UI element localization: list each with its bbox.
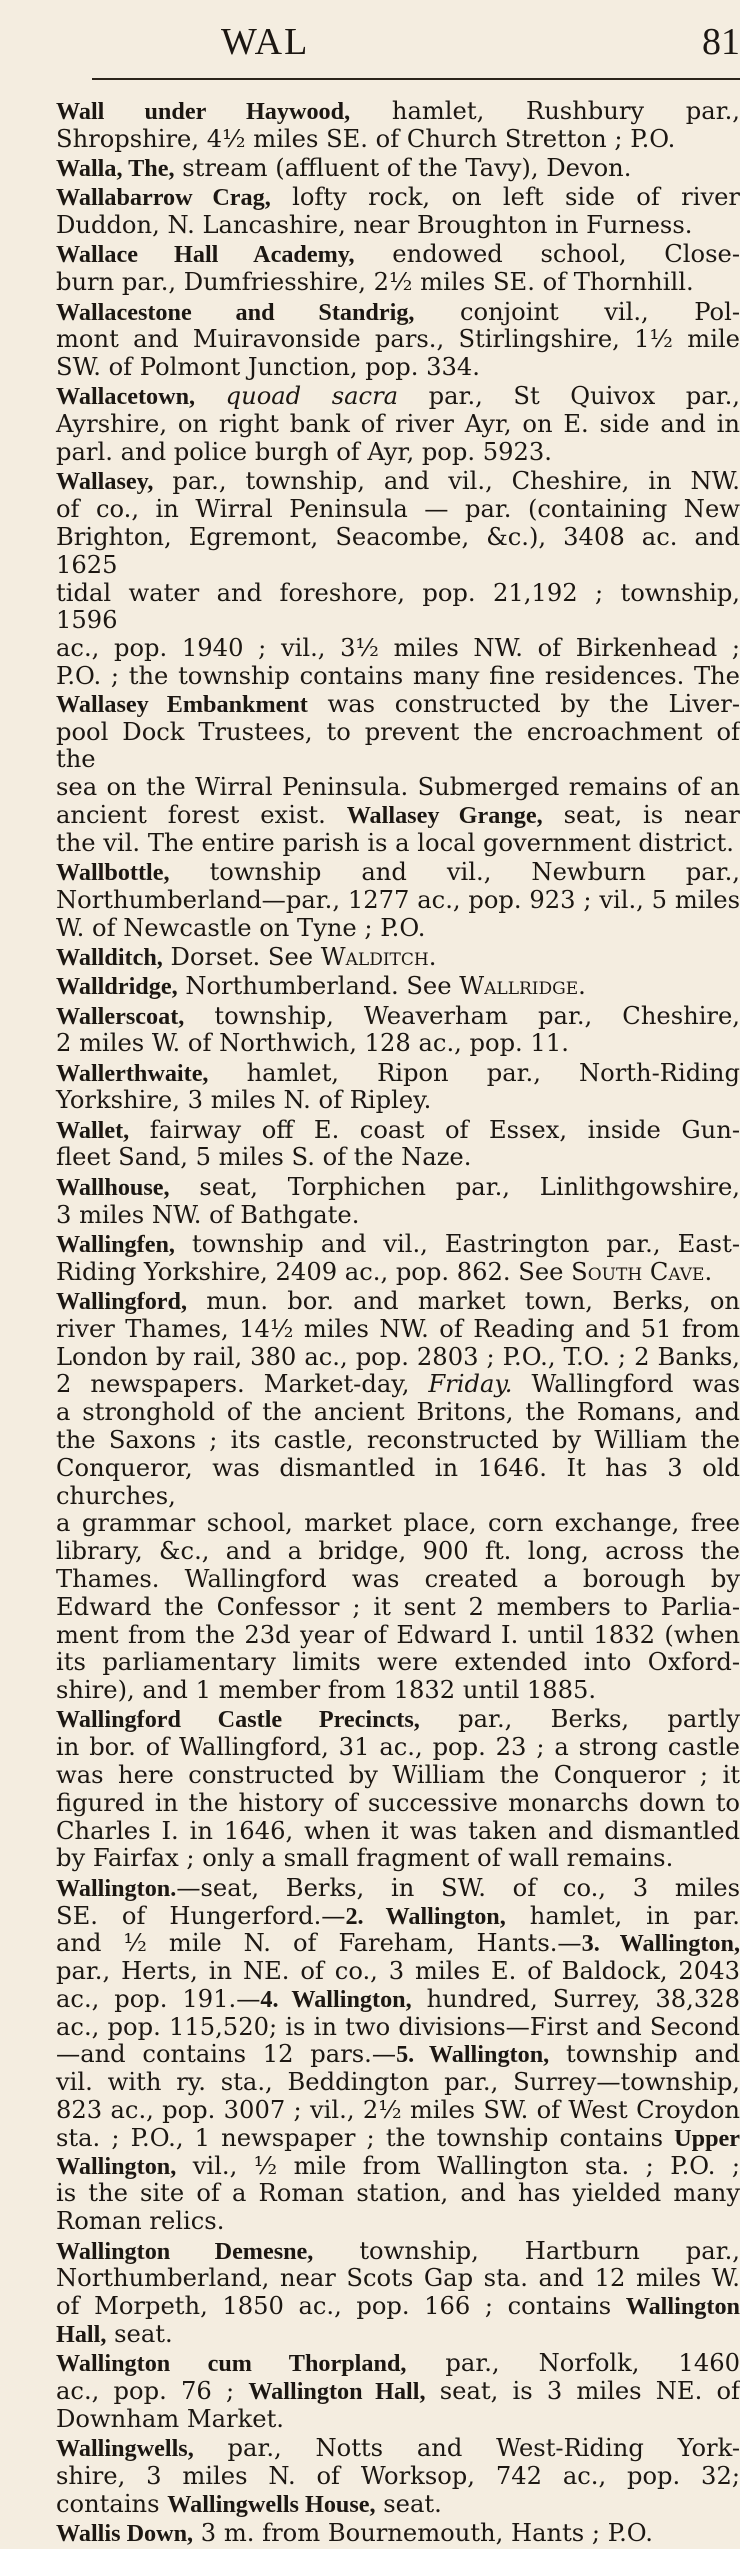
headword: Wallis Down, bbox=[56, 2520, 193, 2547]
entry-text: hamlet, Ripon par., North-Riding bbox=[208, 1059, 740, 1087]
entry-line bbox=[56, 2208, 740, 2236]
entry-line bbox=[56, 1958, 740, 1986]
entry-text: township, Weaverham par., Cheshire, bbox=[184, 1002, 740, 1030]
entry-wallington bbox=[56, 1875, 740, 2236]
entry-line bbox=[56, 580, 740, 636]
entry-line bbox=[56, 1202, 740, 1230]
entry-text: SE. of Hungerford.— bbox=[56, 1902, 345, 1930]
headword: Wallasey Grange, bbox=[347, 802, 543, 829]
entry-text: township and vil., Newburn par., bbox=[170, 858, 740, 886]
headword: Wall under Haywood, bbox=[56, 98, 350, 125]
entry-text: P.O. bbox=[608, 2519, 653, 2547]
headword: Wallington cum Thorpland, bbox=[56, 2350, 406, 2377]
entry-line bbox=[56, 635, 740, 663]
entry-text: conjoint vil., Pol- bbox=[414, 298, 740, 326]
entry-text: lofty rock, on left side of river bbox=[271, 183, 740, 211]
entry-wallabarrow bbox=[56, 184, 740, 240]
entry-line bbox=[56, 2378, 740, 2406]
entry-text: —seat, Berks, in SW. of co., 3 miles bbox=[176, 1874, 740, 1902]
entry-line bbox=[56, 1903, 740, 1931]
entry-line bbox=[56, 1344, 740, 1372]
entry-text: Walditch. bbox=[321, 943, 437, 971]
entry-text: parl. and police burgh of Ayr, pop. 5923. bbox=[56, 438, 552, 466]
entry-text: Duddon, N. Lancashire, near Broughton in Furness. bbox=[56, 211, 692, 239]
headword: Wallabarrow Crag, bbox=[56, 184, 271, 211]
entry-text: ancient forest exist. bbox=[56, 801, 347, 829]
entry-line bbox=[56, 2293, 740, 2321]
headword: 5. Wallington, bbox=[396, 2041, 549, 2068]
headword: Wallingfen, bbox=[56, 1231, 175, 1258]
headword: 4. Wallington, bbox=[260, 1986, 411, 2013]
entry-line bbox=[56, 2463, 740, 2491]
entry-line bbox=[56, 1510, 740, 1538]
entry-text: Conqueror, was dismantled in 1646. It has 3 old churches, bbox=[56, 1454, 740, 1510]
entry-wallasey bbox=[56, 468, 740, 857]
entry-text: South Cave. bbox=[571, 1258, 712, 1286]
entry-text: Charles I. in 1646, when it was taken and dismantled bbox=[56, 1817, 740, 1845]
entry-text: Riding Yorkshire, 2409 ac., pop. 862. See bbox=[56, 1258, 571, 1286]
entry-line bbox=[56, 2014, 740, 2042]
entry-line bbox=[56, 1259, 740, 1287]
headword: Upper bbox=[674, 2125, 740, 2152]
entry-line bbox=[56, 2069, 740, 2097]
entry-text: Thames. Wallingford was created a borough by bbox=[56, 1565, 740, 1593]
entry-line bbox=[56, 1930, 740, 1958]
entry-text: a stronghold of the ancient Britons, the Romans, and bbox=[56, 1398, 740, 1426]
entry-text: Dorset. See bbox=[163, 943, 321, 971]
entry-text: and ½ mile N. of Fareham, Hants.— bbox=[56, 1929, 582, 1957]
entry-line bbox=[56, 354, 740, 382]
entry-text: township and vil., Eastrington par., East- bbox=[175, 1230, 740, 1258]
entry-text: 3 m. from Bournemouth, Hants ; bbox=[193, 2519, 608, 2547]
headword: Wallbottle, bbox=[56, 859, 170, 886]
entry-text: its parliamentary limits were extended into Oxford- bbox=[56, 1648, 740, 1676]
entry-line bbox=[56, 1371, 740, 1399]
entry-line bbox=[56, 915, 740, 943]
entry-text: seat. bbox=[376, 2490, 442, 2518]
entry-line bbox=[56, 411, 740, 439]
entry-line bbox=[56, 1144, 740, 1172]
headword: Wallington bbox=[626, 2293, 740, 2320]
entry-wallerthwaite bbox=[56, 1060, 740, 1116]
entry-line bbox=[56, 2321, 740, 2349]
entry-wallet bbox=[56, 1117, 740, 1173]
entry-line bbox=[56, 1734, 740, 1762]
entry-text: hamlet, in par. bbox=[506, 1902, 740, 1930]
entry-text: Brighton, Egremont, Seacombe, &c.), 3408 ac. and 1625 bbox=[56, 523, 740, 579]
entry-line bbox=[56, 1117, 740, 1145]
entry-text: quoad sacra bbox=[226, 382, 398, 410]
entry-text: sta. ; bbox=[56, 2124, 131, 2152]
entry-text: ac., pop. 115,520; is in two divisions—First and Second bbox=[56, 2013, 740, 2041]
headword: Wallacestone and Standrig, bbox=[56, 299, 414, 326]
entry-line bbox=[56, 1427, 740, 1455]
entry-text: was constructed by the Liver- bbox=[308, 690, 740, 718]
entry-text: Northumberland, near Scots Gap sta. and 12 miles W. bbox=[56, 2264, 740, 2292]
entry-text: the Saxons ; its castle, reconstructed by William the bbox=[56, 1426, 740, 1454]
entry-line bbox=[56, 944, 740, 972]
entry-text: a grammar school, market place, corn exchange, free bbox=[56, 1509, 740, 1537]
entry-text: Friday. bbox=[428, 1370, 512, 1398]
headword: Wallington. bbox=[56, 1875, 176, 1902]
entry-line bbox=[56, 496, 740, 524]
entry-text: par., Berks, partly bbox=[420, 1705, 740, 1733]
entry-text: ac., pop. 1940 ; vil., 3½ miles NW. of Birkenhead ; bbox=[56, 634, 740, 662]
entry-line bbox=[56, 1399, 740, 1427]
entry-line bbox=[56, 524, 740, 580]
entry-text: ac., pop. 191.— bbox=[56, 1985, 260, 2013]
page-header bbox=[56, 0, 740, 80]
entry-text: Wallingford was bbox=[513, 1370, 740, 1398]
entry-line bbox=[56, 2406, 740, 2434]
headword: Walla, The, bbox=[56, 155, 175, 182]
entry-line bbox=[56, 1986, 740, 2014]
entry-text: stream (affluent of the Tavy), Devon. bbox=[175, 154, 632, 182]
entry-line bbox=[56, 1566, 740, 1594]
entry-text: Northumberland. See bbox=[178, 972, 460, 1000]
headword: Hall, bbox=[56, 2321, 106, 2348]
entry-line bbox=[56, 241, 740, 269]
headword: Wallacetown, bbox=[56, 383, 195, 410]
entry-text: fleet Sand, 5 miles S. of the Naze. bbox=[56, 1143, 471, 1171]
entry-text: seat, is near bbox=[543, 801, 740, 829]
entry-line bbox=[56, 2435, 740, 2463]
entry-line bbox=[56, 774, 740, 802]
headword: Wallingwells House, bbox=[167, 2491, 375, 2518]
entry-text: SW. of Polmont Junction, pop. 334. bbox=[56, 353, 480, 381]
entry-line bbox=[56, 887, 740, 915]
entry-text: Shropshire, 4½ miles SE. of Church Stretton ; bbox=[56, 125, 630, 153]
entry-line bbox=[56, 1060, 740, 1088]
entry-line bbox=[56, 468, 740, 496]
entry-text: library, &c., and a bridge, 900 ft. long, across the bbox=[56, 1537, 740, 1565]
entry-text bbox=[195, 382, 226, 410]
entry-text: 2 miles W. of Northwich, 128 ac., pop. 11. bbox=[56, 1029, 569, 1057]
entry-text: is the site of a Roman station, and has yielded many bbox=[56, 2179, 740, 2207]
entry-text: Ayrshire, on right bank of river Ayr, on E. side and in bbox=[56, 410, 740, 438]
entry-text: P.O. bbox=[630, 125, 675, 153]
entry-line bbox=[56, 1538, 740, 1566]
entry-wallhouse bbox=[56, 1174, 740, 1230]
entry-text: —and contains 12 pars.— bbox=[56, 2040, 396, 2068]
headword: Walldridge, bbox=[56, 973, 178, 1000]
entry-text: mont and Muiravonside pars., Stirlingshire, 1½ mile bbox=[56, 325, 740, 353]
entry-wallingfen bbox=[56, 1231, 740, 1287]
entry-text: par., township, and vil., Cheshire, in NW. bbox=[153, 467, 740, 495]
entry-line bbox=[56, 2041, 740, 2069]
entry-line bbox=[56, 1845, 740, 1873]
headword: Wallingford, bbox=[56, 1288, 187, 1315]
entry-line bbox=[56, 1875, 740, 1903]
entry-line bbox=[56, 98, 740, 126]
entry-text: figured in the history of successive monarchs down to bbox=[56, 1789, 740, 1817]
entry-text: Edward the Confessor ; it sent 2 members to Parlia- bbox=[56, 1593, 740, 1621]
entry-line bbox=[56, 2097, 740, 2125]
entry-text: ; bbox=[715, 2152, 740, 2180]
entry-text: ac., pop. 76 ; bbox=[56, 2377, 248, 2405]
headword: Wallasey, bbox=[56, 468, 153, 495]
entry-line bbox=[56, 2350, 740, 2378]
entry-line bbox=[56, 691, 740, 719]
headword: Wallerthwaite, bbox=[56, 1060, 208, 1087]
entry-line bbox=[56, 299, 740, 327]
headword: Wallhouse, bbox=[56, 1174, 170, 1201]
entry-wallditch bbox=[56, 944, 740, 972]
entry-text: in bor. of Wallingford, 31 ac., pop. 23 ; a strong castle bbox=[56, 1733, 740, 1761]
entry-text: London by rail, 380 ac., pop. 2803 ; bbox=[56, 1343, 503, 1371]
entry-text: fairway off E. coast of Essex, inside Gun- bbox=[129, 1116, 740, 1144]
entry-line bbox=[56, 1288, 740, 1316]
entry-text: par., St Quivox par., bbox=[398, 382, 740, 410]
entry-text: 2 newspapers. Market-day, bbox=[56, 1370, 428, 1398]
entry-line bbox=[56, 126, 740, 154]
entry-text: Northumberland—par., 1277 ac., pop. 923 ; vil., 5 miles bbox=[56, 886, 740, 914]
entry-text: pool Dock Trustees, to prevent the encroachment of the bbox=[56, 718, 740, 774]
headword: Wallasey Embankment bbox=[56, 691, 308, 718]
entry-text: W. of Newcastle on Tyne ; bbox=[56, 914, 380, 942]
entry-text: ment from the 23d year of Edward I. until 1832 (when bbox=[56, 1621, 740, 1649]
entry-line bbox=[56, 973, 740, 1001]
entry-line bbox=[56, 1174, 740, 1202]
entry-line bbox=[56, 2491, 740, 2519]
entry-text: par., Notts and West-Riding York- bbox=[194, 2434, 740, 2462]
entry-line bbox=[56, 383, 740, 411]
entry-text: was here constructed by William the Conqueror ; it bbox=[56, 1761, 740, 1789]
entry-line bbox=[56, 155, 740, 183]
entry-wallis-down bbox=[56, 2520, 740, 2548]
header-rule bbox=[92, 78, 740, 80]
entry-wall-under-haywood bbox=[56, 98, 740, 154]
headword: Wallerscoat, bbox=[56, 1003, 184, 1030]
entry-text: P.O. bbox=[380, 914, 425, 942]
entry-line bbox=[56, 2520, 740, 2548]
entry-line bbox=[56, 1030, 740, 1058]
entry-text: vil., ½ mile from Wallington sta. ; bbox=[176, 2152, 670, 2180]
entry-line bbox=[56, 1455, 740, 1511]
entry-line bbox=[56, 1790, 740, 1818]
entry-text: burn par., Dumfriesshire, 2½ miles SE. of Thornhill. bbox=[56, 268, 694, 296]
entry-wallbottle bbox=[56, 859, 740, 942]
entry-text: Wallridge. bbox=[459, 972, 586, 1000]
entry-text: of Morpeth, 1850 ac., pop. 166 ; contains bbox=[56, 2292, 626, 2320]
entry-wallington-cum-thorpland bbox=[56, 2350, 740, 2433]
entry-text: the vil. The entire parish is a local government district. bbox=[56, 829, 734, 857]
entry-line bbox=[56, 1677, 740, 1705]
entry-text: ; 2 Banks, bbox=[610, 1343, 740, 1371]
headword: Wallington Hall, bbox=[248, 2378, 425, 2405]
entry-text: hamlet, Rushbury par., bbox=[350, 97, 740, 125]
entry-line bbox=[56, 1649, 740, 1677]
entry-text: Downham Market. bbox=[56, 2405, 284, 2433]
entry-text: shire, 3 miles N. of Worksop, 742 ac., pop. 32; bbox=[56, 2462, 740, 2490]
entry-wallacestone bbox=[56, 299, 740, 382]
entry-text: P.O. bbox=[56, 662, 101, 690]
entry-line bbox=[56, 1706, 740, 1734]
entry-text: township, Hartburn par., bbox=[313, 2237, 740, 2265]
entry-text: of co., in Wirral Peninsula — par. (containing New bbox=[56, 495, 740, 523]
entry-line bbox=[56, 184, 740, 212]
entry-line bbox=[56, 859, 740, 887]
entry-line bbox=[56, 1087, 740, 1115]
entry-text: by Fairfax ; only a small fragment of wall remains. bbox=[56, 1844, 673, 1872]
entry-text: endowed school, Close- bbox=[355, 240, 740, 268]
entry-line bbox=[56, 663, 740, 691]
headword: Wallington, bbox=[56, 2153, 176, 2180]
entry-text: contains bbox=[56, 2490, 167, 2518]
entry-line bbox=[56, 1594, 740, 1622]
entry-line bbox=[56, 1231, 740, 1259]
entry-text: 3 miles NW. of Bathgate. bbox=[56, 1201, 359, 1229]
entry-line bbox=[56, 212, 740, 240]
entry-text: P.O., T.O. bbox=[503, 1343, 610, 1371]
entry-wallingwells bbox=[56, 2435, 740, 2518]
entry-text: mun. bor. and market town, Berks, on bbox=[187, 1287, 740, 1315]
entry-text: seat, Torphichen par., Linlithgowshire, bbox=[170, 1173, 740, 1201]
entry-line bbox=[56, 1762, 740, 1790]
entry-wallerscoat bbox=[56, 1003, 740, 1059]
entry-wallington-demesne bbox=[56, 2238, 740, 2349]
entry-line bbox=[56, 1818, 740, 1846]
entry-walla bbox=[56, 155, 740, 183]
entry-text: tidal water and foreshore, pop. 21,192 ; township, 1596 bbox=[56, 579, 740, 635]
entry-text: par., Herts, in NE. of co., 3 miles E. of Baldock, 2043 bbox=[56, 1957, 740, 1985]
headword: Wallingford Castle Precincts, bbox=[56, 1706, 420, 1733]
headword: 2. Wallington, bbox=[345, 1903, 505, 1930]
entry-walldridge bbox=[56, 973, 740, 1001]
entry-line bbox=[56, 830, 740, 858]
entry-line bbox=[56, 2180, 740, 2208]
entry-line bbox=[56, 1622, 740, 1650]
headword: Wallingwells, bbox=[56, 2435, 194, 2462]
entry-line bbox=[56, 802, 740, 830]
entry-text: sea on the Wirral Peninsula. Submerged remains of an bbox=[56, 773, 740, 801]
entry-line bbox=[56, 439, 740, 467]
entry-line bbox=[56, 2265, 740, 2293]
entry-text: 823 ac., pop. 3007 ; vil., 2½ miles SW. of West Croydon bbox=[56, 2096, 740, 2124]
headword: Wallditch, bbox=[56, 944, 163, 971]
headword: Wallet, bbox=[56, 1117, 129, 1144]
entry-wallace-hall bbox=[56, 241, 740, 297]
entry-text: Roman relics. bbox=[56, 2207, 224, 2235]
gazetteer-entries bbox=[56, 98, 740, 2549]
entry-line bbox=[56, 719, 740, 775]
entry-text: river Thames, 14½ miles NW. of Reading and 51 from bbox=[56, 1315, 740, 1343]
entry-text: par., Norfolk, 1460 bbox=[406, 2349, 740, 2377]
entry-line bbox=[56, 1316, 740, 1344]
entry-line bbox=[56, 2125, 740, 2153]
headword: Wallace Hall Academy, bbox=[56, 241, 355, 268]
entry-line bbox=[56, 2153, 740, 2181]
entry-text: seat. bbox=[106, 2320, 172, 2348]
headword: 3. Wallington, bbox=[582, 1930, 740, 1957]
entry-text: , 1 newspaper ; the township contains bbox=[176, 2124, 674, 2152]
running-head: WAL bbox=[221, 20, 309, 64]
entry-line bbox=[56, 2238, 740, 2266]
headword: Wallington Demesne, bbox=[56, 2238, 313, 2265]
entry-text: hundred, Surrey, 38,328 bbox=[412, 1985, 740, 2013]
entry-line bbox=[56, 269, 740, 297]
entry-line bbox=[56, 326, 740, 354]
entry-text: Yorkshire, 3 miles N. of Ripley. bbox=[56, 1086, 431, 1114]
entry-wallacetown bbox=[56, 383, 740, 466]
entry-text: P.O. bbox=[131, 2124, 176, 2152]
entry-line bbox=[56, 1003, 740, 1031]
page-number: 81 bbox=[702, 20, 740, 64]
entry-wallingford-castle bbox=[56, 1706, 740, 1873]
entry-text: shire), and 1 member from 1832 until 1885. bbox=[56, 1676, 596, 1704]
entry-text: seat, is 3 miles NE. of bbox=[426, 2377, 740, 2405]
entry-wallingford bbox=[56, 1288, 740, 1705]
entry-text: ; the township contains many fine residences. The bbox=[101, 662, 740, 690]
entry-text: P.O. bbox=[670, 2152, 715, 2180]
entry-text: township and bbox=[549, 2040, 740, 2068]
entry-text: vil. with ry. sta., Beddington par., Surrey—township, bbox=[56, 2068, 740, 2096]
